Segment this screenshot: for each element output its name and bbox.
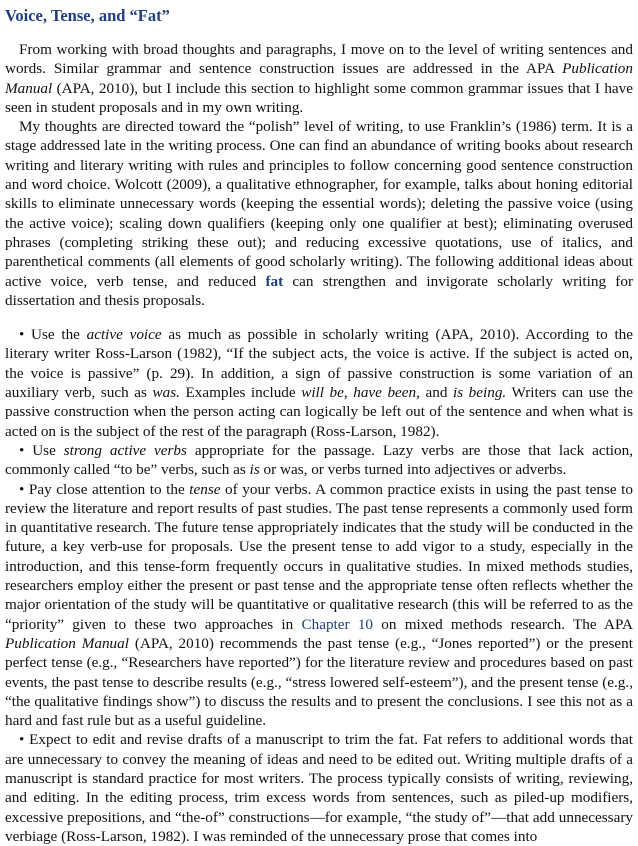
bullet-active-voice-text-c: Examples include (179, 384, 302, 402)
bullet-tense-italic-2: Publication Manual (5, 634, 129, 652)
paragraph-polish-text-a: My thoughts are directed toward the “polish” level of writing, to use Franklin’s (1986) term. It is a stage addressed late in the writing process. One can find an abundance of writing books about research writing and literary writing with rules and principles to follow concerning good sentence construction and word choice. Wolcott (2009), a qualitative ethnographer, for example, talks about honing editorial skills to eliminate unnecessary words (keeping the essential words); deleting the passive voice (using the active voice); scaling down qualifiers (keeping only one qualifier at best); eliminating overused phrases (completing striking these out); and reducing excessive quotations, use of italics, and parenthetical comments (all elements of good scholarly writing). The following additional ideas about active voice, verb tense, and reduced (5, 118, 633, 290)
bullet-tense-text-c: on mixed methods research. The APA (373, 615, 634, 633)
paragraph-polish-text-b: can strengthen and invigorate scholarly writing for dissertation and thesis proposals. (5, 272, 634, 309)
paragraph-intro-text-a: From working with broad thoughts and paragraphs, I move on to the level of writing sentences and words. Similar grammar and sentence construction issues are addressed in the APA (5, 41, 633, 78)
paragraph-intro-text-b: (APA, 2010), but I include this section to highlight some common grammar issues that I have seen in student proposals and in my own writing. (5, 79, 633, 116)
chapter-10-link[interactable]: Chapter 10 (301, 615, 374, 633)
document-page (5, 6, 633, 846)
bullet-tense-text-a: • Pay close attention to the (19, 480, 190, 498)
bullet-strong-verbs-italic-2: is (249, 461, 260, 479)
bullet-strong-verbs-text-a: • Use (19, 441, 64, 459)
bullet-strong-verbs-italic-1: strong active verbs (63, 441, 187, 459)
bullet-active-voice-text-a: • Use the (19, 326, 87, 344)
fat-link[interactable]: fat (265, 272, 284, 290)
bullet-tense-text-b: of your verbs. A common practice exists in using the past tense to review the literature and report results of past studies. The past tense represents a commonly used form in quantitative research. The future tense appropriately indicates that the study will be conducted in the future, a key verb-use for proposals. Use the present tense to add vigor to a study, especially in the introduction, and this tense-form frequently occurs in qualitative studies. In mixed methods studies, researchers employ either the present or past tense and the appropriate tense often reflects whether the major orientation of the study will be quantitative or qualitative research (this will be referred to as the “priority” given to these two approaches in (5, 480, 633, 633)
paragraph-intro (5, 40, 633, 117)
bullet-active-voice-text-b: as much as possible in scholarly writing (APA, 2010). According to the literary writer Ross-Larson (1982), “If the subject acts, the voice is active. If the subject is acted on, the voice is passive” (p. 29). In addition, a sign of passive construction is some variation of an auxiliary verb, such as (5, 326, 633, 402)
bullet-strong-verbs-text-c: or was, or verbs turned into adjectives or adverbs. (259, 461, 567, 479)
bullet-tense-italic-1: tense (189, 480, 221, 498)
bullet-active-voice-italic-4: is being. (452, 384, 507, 402)
bullet-active-voice-italic-2: was. (152, 384, 180, 402)
bullet-active-voice-italic-1: active voice (86, 326, 162, 344)
bullet-active-voice-italic-3: will be, have been, (301, 384, 420, 402)
bullet-active-voice (5, 325, 633, 441)
bullet-active-voice-text-e: Writers can use the passive construction when the person acting can logically be left out of the sentence and when what is acted on is the subject of the rest of the paragraph (Ross-Larson, 1982). (5, 384, 633, 440)
paragraph-polish (5, 117, 633, 310)
bullet-edit-revise (5, 730, 633, 846)
bullet-active-voice-text-d: and (419, 384, 453, 402)
bullet-tense (5, 480, 633, 731)
paragraph-intro-italic: Publication Manual (5, 60, 633, 97)
bullet-edit-revise-text: • Expect to edit and revise drafts of a manuscript to trim the fat. Fat refers to additional words that are unnecessary to convey the meaning of ideas and need to be edited out. Writing multiple drafts of a manuscript is standard practice for most writers. The process typically consists of writing, reviewing, and editing. In the editing process, trim excess words from sentences, such as piled-up modifiers, excessive prepositions, and “the-of” constructions—for example, “the study of”—that add unnecessary verbiage (Ross-Larson, 1982). I was reminded of the unnecessary prose that comes into (5, 731, 633, 845)
bullet-strong-verbs-text-b: appropriate for the passage. Lazy verbs are those that lack action, commonly called “to be” verbs, such as (5, 441, 634, 479)
bullet-tense-text-d: (APA, 2010) recommends the past tense (e.g., “Jones reported”) or the present perfect tense (e.g., “Researchers have reported”) for the literature review and procedures based on past events, the past tense to describe results (e.g., “stress lowered self-esteem”), and the present tense (e.g., “the qualitative findings show”) to discuss the results and to present the conclusions. I see this not as a hard and fast rule but as a useful guideline. (5, 634, 633, 730)
bullet-strong-verbs (5, 441, 633, 480)
section-heading: Voice, Tense, and “Fat” (5, 6, 170, 25)
